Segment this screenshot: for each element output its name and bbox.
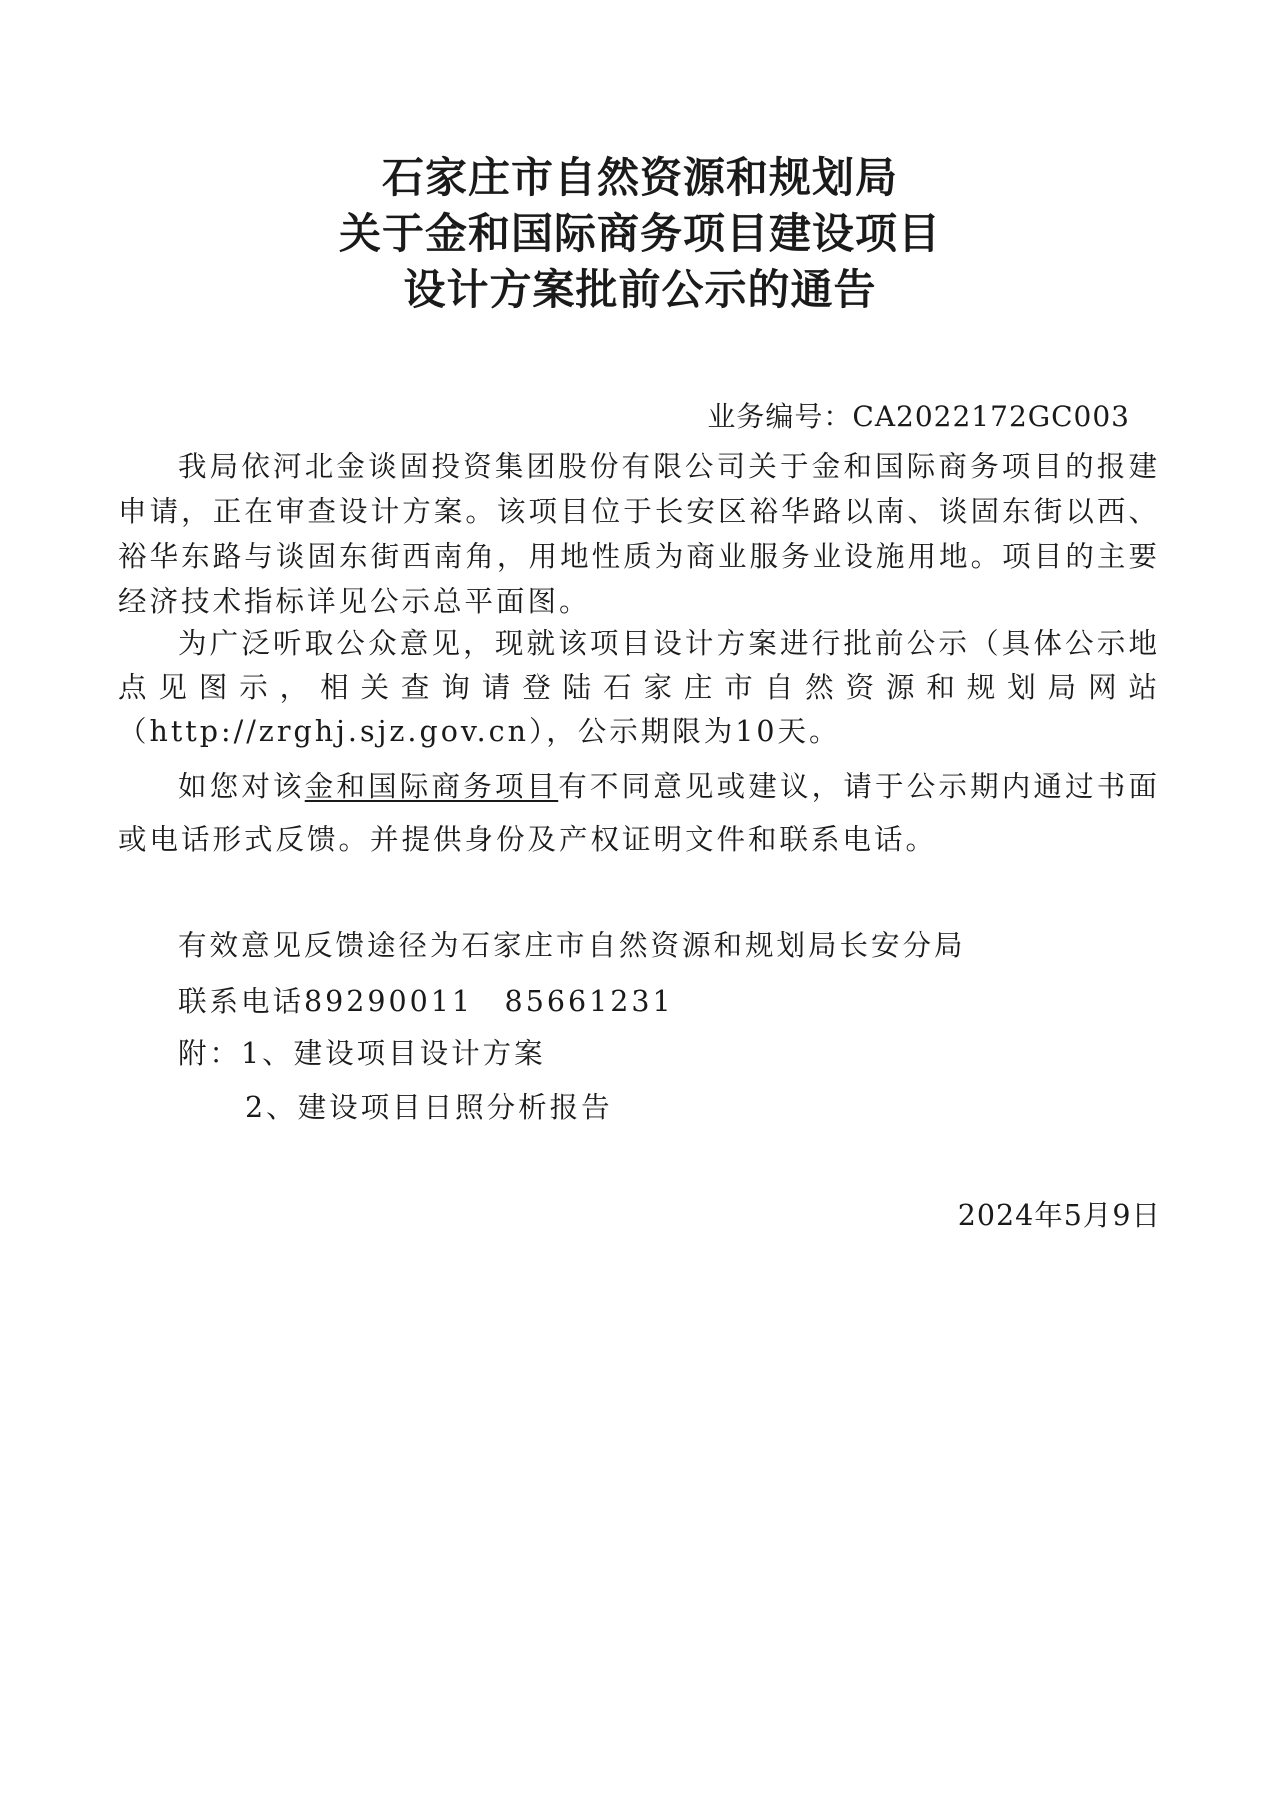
- feedback-channel: 有效意见反馈途径为石家庄市自然资源和规划局长安分局: [178, 929, 966, 962]
- business-number: 业务编号：CA2022172GC003: [707, 400, 1130, 433]
- title-line-1: 石家庄市自然资源和规划局: [381, 153, 898, 202]
- contact-phone: 联系电话89290011 85661231: [178, 985, 674, 1018]
- paragraph-project-description: 我局依河北金谈固投资集团股份有限公司关于金和国际商务项目的报建申请，正在审查设计方案。该项目位于长安区裕华路以南、谈固东街以西、裕华东路与谈固东街西南角，用地性质为商业服务业设施用地。项目的主要经济技术指标详见公示总平面图。: [118, 450, 1160, 618]
- feedback-text-before: 如您对该: [178, 770, 305, 803]
- notice-date: 2024年5月9日: [957, 1199, 1161, 1232]
- paragraph-public-notice: 为广泛听取公众意见，现就该项目设计方案进行批前公示（具体公示地点见图示，相关查询请登陆石家庄市自然资源和规划局网站（http://zrghj.sjz.gov.cn），公示期限为10天。: [118, 627, 1160, 748]
- attachment-item-1: 附：1、建设项目设计方案: [178, 1037, 546, 1070]
- attachment-item-2: 2、建设项目日照分析报告: [245, 1091, 613, 1124]
- project-name-underlined: 金和国际商务项目: [304, 770, 559, 803]
- feedback-text-after: 有不同意见或建议，请于公示期内通过书面或电话形式反馈。并提供身份及产权证明文件和联系电话。: [118, 770, 1160, 856]
- title-line-3: 设计方案批前公示的通告: [403, 265, 877, 314]
- title-line-2: 关于金和国际商务项目建设项目: [338, 209, 941, 258]
- paragraph-feedback-request: [118, 760, 1160, 866]
